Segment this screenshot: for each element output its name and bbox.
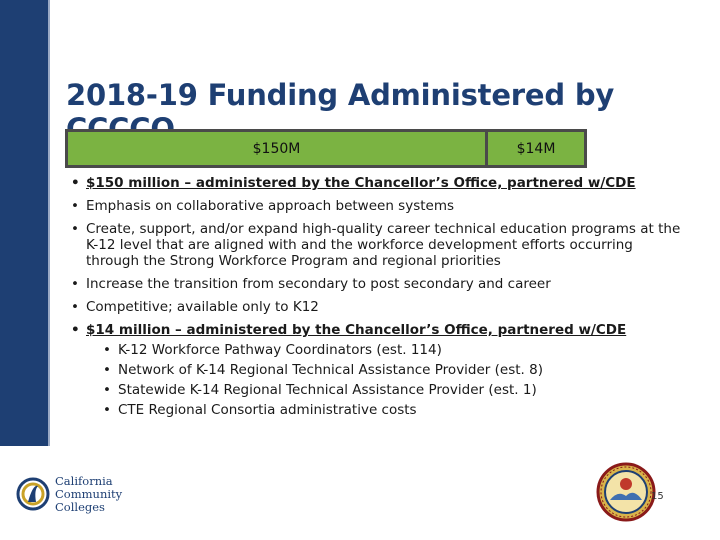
bullet-content bbox=[68, 175, 688, 422]
bullet-item: • Increase the transition from secondary to post secondary and career bbox=[71, 276, 551, 292]
sub-bullet-item: • Network of K-14 Regional Technical Assistance Provider (est. 8) bbox=[103, 362, 543, 378]
sub-bullet-text: K-12 Workforce Pathway Coordinators (est. 114) bbox=[118, 342, 442, 358]
page-number: 15 bbox=[651, 491, 664, 502]
bullet-list bbox=[68, 175, 688, 338]
sub-bullet-item: • Statewide K-14 Regional Technical Assistance Provider (est. 1) bbox=[103, 382, 537, 398]
bullet-text: Increase the transition from secondary to post secondary and career bbox=[86, 276, 551, 292]
slide-title: 2018-19 Funding Administered by bbox=[66, 78, 615, 112]
bullet-text: $14 million – administered by the Chancellor’s Office, partnered w/CDE bbox=[86, 322, 627, 338]
bullet-text: Create, support, and/or expand high-quality career technical education programs at the K-12 level that are aligned with and the workforce development efforts occurring through the Strong Workforce Program and regional priorities bbox=[86, 221, 681, 269]
sub-bullet-item: • CTE Regional Consortia administrative costs bbox=[103, 402, 417, 418]
ccc-logo bbox=[16, 472, 122, 516]
sub-bullet-text: CTE Regional Consortia administrative costs bbox=[118, 402, 417, 418]
bullet-text: $150 million – administered by the Chancellor’s Office, partnered w/CDE bbox=[86, 175, 636, 191]
sub-bullet-text: Statewide K-14 Regional Technical Assistance Provider (est. 1) bbox=[118, 382, 537, 398]
bullet-text: Emphasis on collaborative approach between systems bbox=[86, 198, 455, 214]
state-seal-icon bbox=[596, 462, 656, 522]
sub-bullet-text: Network of K-14 Regional Technical Assistance Provider (est. 8) bbox=[118, 362, 543, 378]
bullet-item: • $150 million – administered by the Chancellor’s Office, partnered w/CDE bbox=[71, 175, 636, 191]
ccc-logo-icon bbox=[16, 472, 50, 516]
funding-bar-150m-label: $150M bbox=[252, 140, 301, 157]
logo-line-3: Colleges bbox=[55, 499, 105, 514]
bullet-item: • $14 million – administered by the Chancellor’s Office, partnered w/CDE bbox=[71, 322, 627, 338]
bullet-item: • Create, support, and/or expand high-quality career technical education programs at the K-12 level that are aligned with and the workforce development efforts occurring through the Strong Workforce Program and regional priorities bbox=[71, 221, 681, 269]
bullet-text: Competitive; available only to K12 bbox=[86, 299, 319, 315]
funding-bar-14m-label: $14M bbox=[516, 140, 556, 157]
funding-bar-150m bbox=[65, 129, 488, 168]
sub-bullet-list bbox=[68, 342, 688, 418]
logo-line-2: Community bbox=[55, 486, 123, 501]
sub-bullet-item: • K-12 Workforce Pathway Coordinators (est. 114) bbox=[103, 342, 442, 358]
logo-line-1: California bbox=[55, 473, 113, 488]
bullet-item: • Competitive; available only to K12 bbox=[71, 299, 319, 315]
ccc-logo-text bbox=[55, 475, 122, 514]
left-accent-edge bbox=[48, 0, 50, 446]
bullet-item: • Emphasis on collaborative approach between systems bbox=[71, 198, 455, 214]
left-accent-bar bbox=[0, 0, 48, 446]
funding-bar-14m bbox=[485, 129, 587, 168]
